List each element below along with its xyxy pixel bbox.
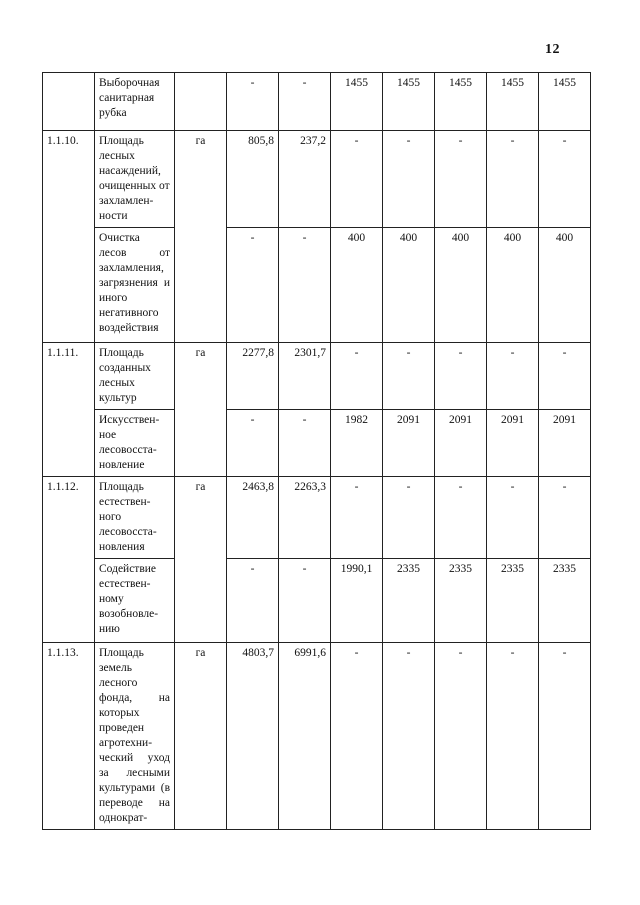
- year-value-cell: -: [435, 643, 487, 830]
- row-number-cell: [43, 73, 95, 131]
- base-value-2-cell: 237,2: [279, 131, 331, 228]
- row-number-cell: 1.1.13.: [43, 643, 95, 830]
- year-value-cell: 1455: [539, 73, 591, 131]
- unit-cell: га: [175, 643, 227, 830]
- base-value-1-cell: -: [227, 559, 279, 643]
- page-number: 12: [545, 42, 560, 57]
- year-value-cell: 1990,1: [331, 559, 383, 643]
- year-value-cell: -: [539, 343, 591, 410]
- year-value-cell: -: [383, 131, 435, 228]
- year-value-cell: 1982: [331, 410, 383, 477]
- indicator-name-cell: Содействие естествен-ному возобновле-нию: [95, 559, 175, 643]
- year-value-cell: 1455: [383, 73, 435, 131]
- base-value-2-cell: -: [279, 228, 331, 343]
- year-value-cell: 2091: [435, 410, 487, 477]
- year-value-cell: 400: [383, 228, 435, 343]
- indicator-name-cell: Очистка лесов от захламления, загрязнения и иного негативного воздействия: [95, 228, 175, 343]
- year-value-cell: -: [383, 343, 435, 410]
- indicator-name-cell: Площадь лесных насаждений, очищенных от захламлен-ности: [95, 131, 175, 228]
- year-value-cell: -: [487, 643, 539, 830]
- year-value-cell: -: [487, 477, 539, 559]
- year-value-cell: 2335: [487, 559, 539, 643]
- row-number-cell: 1.1.10.: [43, 131, 95, 343]
- year-value-cell: 400: [331, 228, 383, 343]
- unit-cell: га: [175, 477, 227, 643]
- indicator-name-cell: Площадь земель лесного фонда, на которых проведен агротехни-ческий уход за лесными культурами (в переводе на однократ-: [95, 643, 175, 830]
- base-value-2-cell: -: [279, 559, 331, 643]
- table-row: [43, 73, 591, 131]
- table-row: [43, 228, 591, 343]
- base-value-2-cell: -: [279, 73, 331, 131]
- year-value-cell: 2091: [383, 410, 435, 477]
- base-value-1-cell: 2463,8: [227, 477, 279, 559]
- year-value-cell: 1455: [331, 73, 383, 131]
- year-value-cell: -: [331, 343, 383, 410]
- unit-cell: га: [175, 343, 227, 477]
- base-value-2-cell: 2301,7: [279, 343, 331, 410]
- year-value-cell: 2091: [487, 410, 539, 477]
- row-number-cell: 1.1.11.: [43, 343, 95, 477]
- year-value-cell: 400: [539, 228, 591, 343]
- unit-cell: га: [175, 131, 227, 343]
- table-row: [43, 343, 591, 410]
- unit-cell: [175, 73, 227, 131]
- year-value-cell: 2091: [539, 410, 591, 477]
- base-value-2-cell: 6991,6: [279, 643, 331, 830]
- year-value-cell: 2335: [539, 559, 591, 643]
- year-value-cell: -: [487, 343, 539, 410]
- year-value-cell: 400: [435, 228, 487, 343]
- year-value-cell: -: [435, 131, 487, 228]
- base-value-1-cell: -: [227, 410, 279, 477]
- table-row: [43, 410, 591, 477]
- table-row: [43, 131, 591, 228]
- base-value-1-cell: 2277,8: [227, 343, 279, 410]
- year-value-cell: -: [539, 477, 591, 559]
- indicator-name-cell: Искусствен-ное лесовосста-новление: [95, 410, 175, 477]
- indicator-name-cell: Выборочная санитарная рубка: [95, 73, 175, 131]
- base-value-2-cell: -: [279, 410, 331, 477]
- table-row: [43, 559, 591, 643]
- year-value-cell: -: [331, 131, 383, 228]
- year-value-cell: 400: [487, 228, 539, 343]
- year-value-cell: 2335: [435, 559, 487, 643]
- table-row: [43, 643, 591, 830]
- base-value-1-cell: -: [227, 73, 279, 131]
- year-value-cell: -: [383, 643, 435, 830]
- year-value-cell: 1455: [435, 73, 487, 131]
- year-value-cell: -: [539, 131, 591, 228]
- base-value-1-cell: -: [227, 228, 279, 343]
- year-value-cell: -: [331, 477, 383, 559]
- base-value-2-cell: 2263,3: [279, 477, 331, 559]
- table-row: [43, 477, 591, 559]
- base-value-1-cell: 805,8: [227, 131, 279, 228]
- indicator-name-cell: Площадь естествен-ного лесовосста-новления: [95, 477, 175, 559]
- year-value-cell: -: [435, 477, 487, 559]
- indicators-table: [42, 72, 591, 830]
- base-value-1-cell: 4803,7: [227, 643, 279, 830]
- indicator-name-cell: Площадь созданных лесных культур: [95, 343, 175, 410]
- year-value-cell: -: [539, 643, 591, 830]
- year-value-cell: -: [331, 643, 383, 830]
- year-value-cell: -: [435, 343, 487, 410]
- year-value-cell: -: [383, 477, 435, 559]
- year-value-cell: -: [487, 131, 539, 228]
- year-value-cell: 1455: [487, 73, 539, 131]
- year-value-cell: 2335: [383, 559, 435, 643]
- row-number-cell: 1.1.12.: [43, 477, 95, 643]
